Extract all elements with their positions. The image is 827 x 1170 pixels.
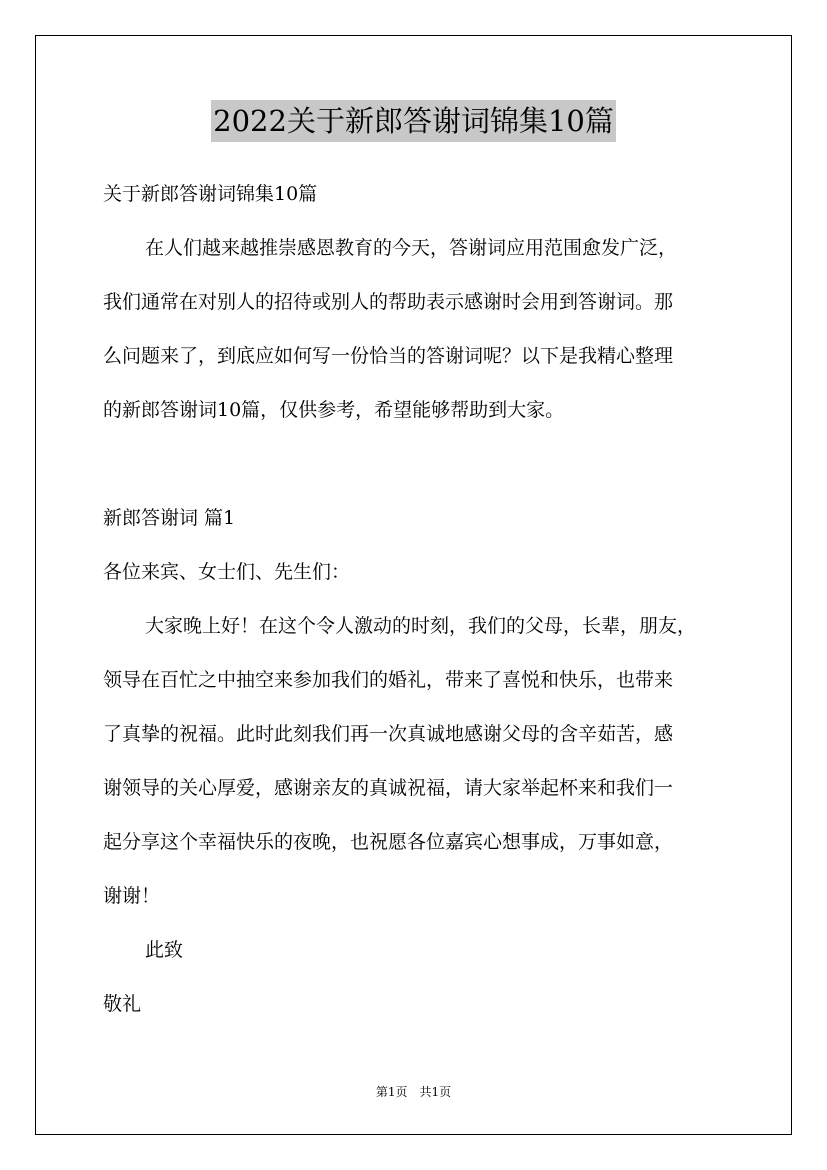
- body-line-5: 起分享这个幸福快乐的夜晚，也祝愿各位嘉宾心想事成，万事如意，: [103, 831, 674, 853]
- closing: 此致: [145, 939, 184, 961]
- body-line-1: 大家晚上好！在这个令人激动的时刻，我们的父母，长辈，朋友，: [145, 615, 697, 637]
- section-heading: 新郎答谢词 篇1: [103, 507, 236, 529]
- document-subtitle: 关于新郎答谢词锦集10篇: [103, 183, 318, 205]
- intro-line-4: 的新郎答谢词10篇，仅供参考，希望能够帮助到大家。: [103, 399, 565, 421]
- regards: 敬礼: [103, 993, 142, 1015]
- page-footer: [0, 1084, 827, 1100]
- intro-line-1: 在人们越来越推崇感恩教育的今天，答谢词应用范围愈发广泛，: [145, 237, 678, 259]
- page-number: 第1页: [375, 1085, 408, 1099]
- body-line-2: 领导在百忙之中抽空来参加我们的婚礼，带来了喜悦和快乐，也带来: [103, 669, 674, 691]
- body-line-4: 谢领导的关心厚爱，感谢亲友的真诚祝福，请大家举起杯来和我们一: [103, 777, 674, 799]
- salutation: 各位来宾、女士们、先生们：: [103, 561, 351, 583]
- body-line-6: 谢谢！: [103, 885, 161, 907]
- body-line-3: 了真挚的祝福。此时此刻我们再一次真诚地感谢父母的含辛茹苦，感: [103, 723, 674, 745]
- intro-line-3: 么问题来了，到底应如何写一份恰当的答谢词呢？以下是我精心整理: [103, 345, 674, 367]
- document-title: 2022关于新郎答谢词锦集10篇: [211, 100, 616, 142]
- title-container: [0, 100, 827, 142]
- intro-line-2: 我们通常在对别人的招待或别人的帮助表示感谢时会用到答谢词。那: [103, 291, 674, 313]
- page-total: 共1页: [419, 1085, 452, 1099]
